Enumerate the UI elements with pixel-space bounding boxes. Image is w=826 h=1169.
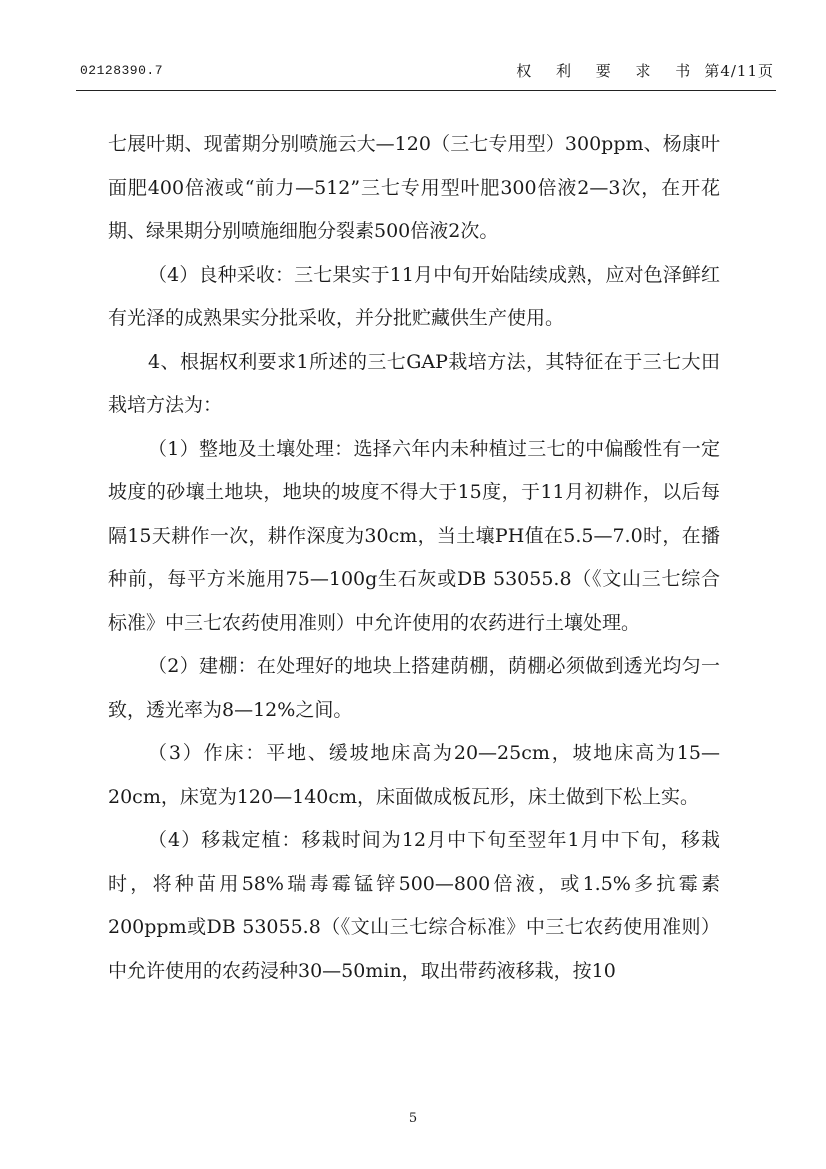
claim-paragraph: （2）建棚：在处理好的地块上搭建荫棚，荫棚必须做到透光均匀一致，透光率为8—12%之间。 xyxy=(108,655,720,721)
page-number: 5 xyxy=(408,1111,418,1126)
claim-paragraph: 七展叶期、现蕾期分别喷施云大—120（三七专用型）300ppm、杨康叶面肥400倍液或“前力—512”三七专用型叶肥300倍液2—3次，在开花期、绿果期分别喷施细胞分裂素500倍液2次。 xyxy=(108,133,720,242)
claims-body xyxy=(108,123,720,993)
header-right xyxy=(516,60,774,81)
page-indicator: 第4/11页 xyxy=(704,62,774,80)
document-number: 02128390.7 xyxy=(80,63,164,78)
claim-paragraph: （4）移栽定植：移栽时间为12月中下旬至翌年1月中下旬，移栽时，将种苗用58%瑞毒霉锰锌500—800倍液，或1.5%多抗霉素200ppm或DB 53055.8（《文山三七综合标准》中三七农药使用准则）中允许使用的农药浸种30—50min，取出带药液移栽，按10 xyxy=(108,829,720,982)
claim-paragraph: （3）作床：平地、缓坡地床高为20—25cm，坡地床高为15—20cm，床宽为120—140cm，床面做成板瓦形，床土做到下松上实。 xyxy=(108,742,720,808)
claim-paragraph: （1）整地及土壤处理：选择六年内未种植过三七的中偏酸性有一定坡度的砂壤土地块，地块的坡度不得大于15度，于11月初耕作，以后每隔15天耕作一次，耕作深度为30cm，当土壤PH值在5.5—7.0时，在播种前，每平方米施用75—100g生石灰或DB 53055.8（《文山三七综合标准》中三七农药使用准则）中允许使用的农药进行土壤处理。 xyxy=(108,437,720,634)
document-title: 权 利 要 求 书 xyxy=(516,62,701,80)
header-rule xyxy=(76,90,776,91)
claim-paragraph: （4）良种采收：三七果实于11月中旬开始陆续成熟，应对色泽鲜红有光泽的成熟果实分批采收，并分批贮藏供生产使用。 xyxy=(108,263,720,329)
claim-paragraph: 4、根据权利要求1所述的三七GAP栽培方法，其特征在于三七大田栽培方法为： xyxy=(108,350,720,416)
